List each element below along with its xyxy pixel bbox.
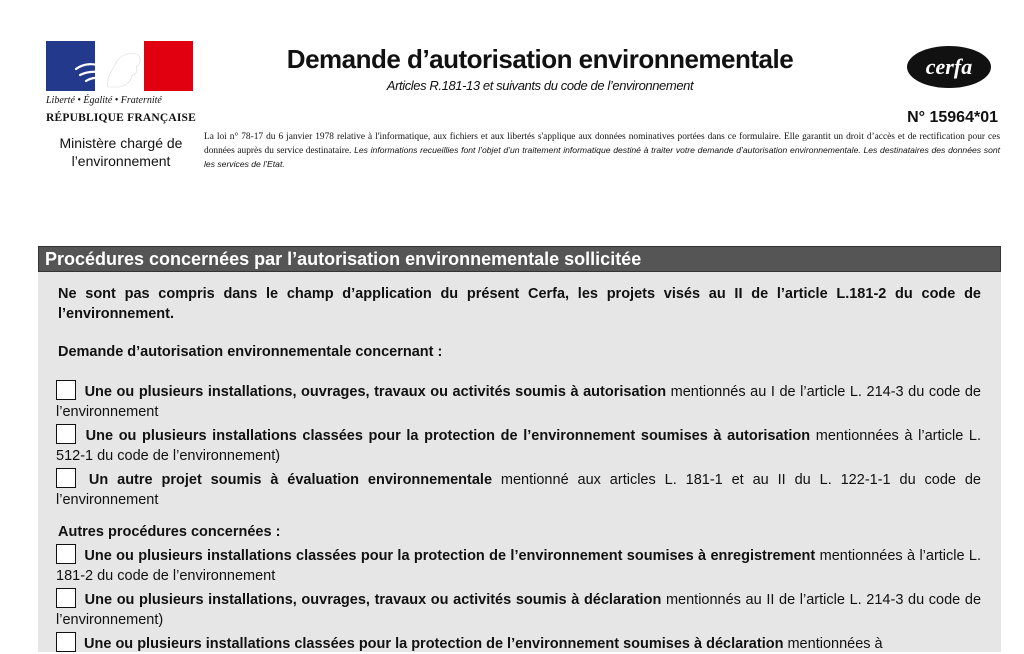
option-bold-text: Une ou plusieurs installations classées pour la protection de l’environnement soumises à enregistrement — [84, 548, 816, 564]
option-iota-declaration — [56, 588, 981, 630]
ministry-name: Ministère chargé de l’environnement — [59, 135, 183, 169]
form-title: Demande d’autorisation environnementale — [286, 44, 794, 74]
marianne-profile-icon — [46, 41, 193, 91]
republic-motto: Liberté • Égalité • Fraternité — [46, 95, 162, 106]
checkbox-icpe-enregistrement[interactable] — [56, 544, 76, 564]
checkbox-evaluation-environnementale[interactable] — [56, 468, 76, 488]
republic-name: RÉPUBLIQUE FRANÇAISE — [46, 112, 197, 124]
option-text: mentionné aux articles L. 181-1 et au II du L. 122-1-1 du code de l’environnement — [56, 472, 982, 508]
option-bold-text: Une ou plusieurs installations, ouvrages, travaux ou activités soumis à autorisation — [84, 384, 667, 400]
checkbox-iota-autorisation[interactable] — [56, 380, 76, 400]
option-icpe-enregistrement — [56, 544, 981, 586]
option-bold-text: Un autre projet soumis à évaluation environnementale — [88, 472, 493, 488]
checkbox-icpe-autorisation[interactable] — [56, 424, 76, 444]
option-bold-text: Une ou plusieurs installations classées pour la protection de l’environnement soumises à déclaration — [84, 636, 784, 652]
option-text: mentionnés au II de l’article L. 214-3 du code de l’environnement) — [56, 592, 982, 628]
option-text: mentionnés au I de l’article L. 214-3 du code de l’environnement — [56, 384, 981, 420]
option-bold-text: Une ou plusieurs installations, ouvrages, travaux ou activités soumis à déclaration — [84, 592, 662, 608]
cerfa-logo-text: cerfa — [925, 54, 973, 79]
option-evaluation-environnementale — [56, 468, 981, 510]
cerfa-logo — [907, 46, 991, 88]
option-iota-autorisation — [56, 380, 981, 422]
option-bold-text: Une ou plusieurs installations classées pour la protection de l’environnement soumises à autorisation — [85, 428, 811, 444]
section-title: Procédures concernées par l’autorisation environnementale sollicitée — [38, 246, 1001, 272]
legal-notice-italic: Les informations recueillies font l’objet d’un traitement informatique destiné à traiter votre demande d’autorisation environnementale. Les destinataires des données sont les services de l’Etat. — [204, 145, 1001, 169]
option-text: mentionnées à — [783, 636, 883, 652]
section-body — [38, 272, 1001, 652]
scope-notice: Ne sont pas compris dans le champ d’application du présent Cerfa, les projets visés au II de l’article L.181-2 du code de l’environnement. — [58, 286, 981, 322]
option-text: mentionnées à l’article L. 512-1 du code de l’environnement) — [56, 428, 982, 464]
option-text: mentionnées à l’article L. 181-2 du code de l’environnement — [56, 548, 982, 584]
checkbox-icpe-declaration[interactable] — [56, 632, 76, 652]
option-icpe-declaration — [56, 632, 981, 654]
form-subtitle: Articles R.181-13 et suivants du code de l’environnement — [386, 78, 694, 93]
option-icpe-autorisation — [56, 424, 981, 466]
form-number: N° 15964*01 — [907, 109, 998, 126]
main-request-heading: Demande d’autorisation environnementale concernant : — [58, 344, 443, 360]
legal-notice — [204, 131, 1000, 172]
marianne-logo — [46, 41, 193, 91]
main-request-options — [58, 380, 981, 510]
other-procedures-heading: Autres procédures concernées : — [58, 524, 281, 540]
legal-notice-text: La loi n° 78-17 du 6 janvier 1978 relative à l'informatique, aux fichiers et aux libertés s'applique aux données nominatives portées dans ce formulaire. Elle garantit un droit d’accès et de rectification pour ces données auprès du service destinataire. — [204, 132, 1000, 156]
checkbox-iota-declaration[interactable] — [56, 588, 76, 608]
